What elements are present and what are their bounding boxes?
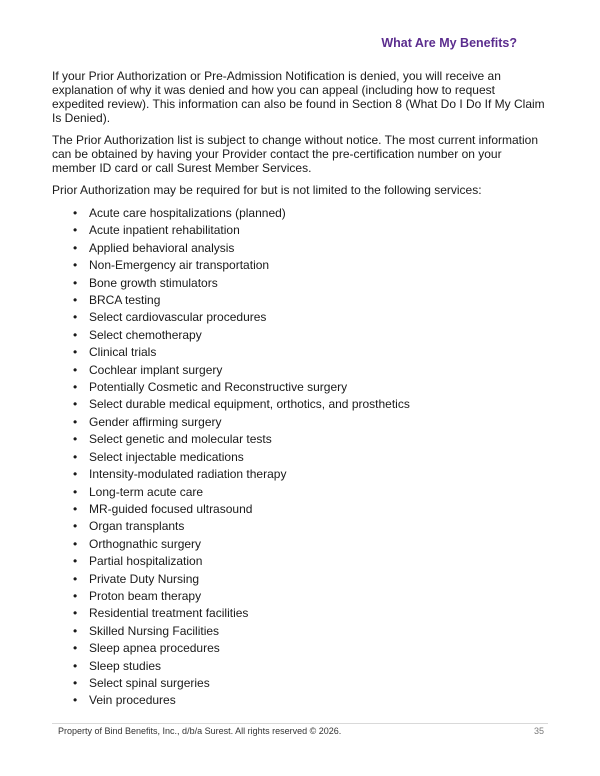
service-list-item <box>52 518 548 535</box>
service-list-item <box>52 484 548 501</box>
service-label: Vein procedures <box>89 693 176 708</box>
service-list-item <box>52 571 548 588</box>
service-label: Acute inpatient rehabilitation <box>89 223 240 238</box>
service-label: Potentially Cosmetic and Reconstructive surgery <box>89 380 348 395</box>
paragraph-denial: If your Prior Authorization or Pre-Admission Notification is denied, you will receive an explanation of why it was denied and how you can appeal (including how to request expedited review). This information can also be found in Section 8 (What Do I Do If My Claim Is Denied). <box>52 69 545 125</box>
service-label: Cochlear implant surgery <box>89 362 223 377</box>
service-list-item <box>52 309 548 326</box>
service-label: Intensity-modulated radiation therapy <box>89 467 287 482</box>
service-label: Proton beam therapy <box>89 588 202 603</box>
paragraph-services-intro: Prior Authorization may be required for but is not limited to the following services: <box>52 183 482 197</box>
service-list-item <box>52 205 548 222</box>
service-list-item <box>52 344 548 361</box>
service-label: Non-Emergency air transportation <box>89 258 270 273</box>
service-list-item <box>52 222 548 239</box>
bullet-icon: • <box>73 223 78 238</box>
bullet-icon: • <box>73 658 78 673</box>
bullet-icon: • <box>73 641 78 656</box>
bullet-icon: • <box>73 414 78 429</box>
bullet-icon: • <box>73 449 78 464</box>
bullet-icon: • <box>73 327 78 342</box>
service-list-item <box>52 588 548 605</box>
bullet-icon: • <box>73 693 78 708</box>
service-list-item <box>52 675 548 692</box>
page-content <box>52 69 548 710</box>
footer-divider <box>52 723 548 724</box>
service-label: Organ transplants <box>89 519 185 534</box>
bullet-icon: • <box>73 588 78 603</box>
service-label: Clinical trials <box>89 345 157 360</box>
bullet-icon: • <box>73 571 78 586</box>
page-number: 35 <box>533 726 544 736</box>
service-label: Applied behavioral analysis <box>89 240 235 255</box>
service-list-item <box>52 605 548 622</box>
service-label: Residential treatment facilities <box>89 606 249 621</box>
service-list-item <box>52 431 548 448</box>
service-label: Select genetic and molecular tests <box>89 432 272 447</box>
bullet-icon: • <box>73 519 78 534</box>
service-list-item <box>52 362 548 379</box>
service-list-item <box>52 466 548 483</box>
service-list-item <box>52 275 548 292</box>
service-list-item <box>52 257 548 274</box>
service-list-item <box>52 692 548 709</box>
service-label: Skilled Nursing Facilities <box>89 623 220 638</box>
bullet-icon: • <box>73 275 78 290</box>
bullet-icon: • <box>73 467 78 482</box>
service-label: Sleep studies <box>89 658 162 673</box>
service-list-item <box>52 327 548 344</box>
bullet-icon: • <box>73 623 78 638</box>
service-list-item <box>52 449 548 466</box>
bullet-icon: • <box>73 554 78 569</box>
service-list-item <box>52 379 548 396</box>
service-list-item <box>52 396 548 413</box>
bullet-icon: • <box>73 675 78 690</box>
service-label: Gender affirming surgery <box>89 414 222 429</box>
service-label: Select durable medical equipment, orthotics, and prosthetics <box>89 397 410 412</box>
bullet-icon: • <box>73 362 78 377</box>
service-list-item <box>52 501 548 518</box>
service-label: MR-guided focused ultrasound <box>89 501 253 516</box>
service-list-item <box>52 536 548 553</box>
service-label: Long-term acute care <box>89 484 204 499</box>
footer-copyright: Property of Bind Benefits, Inc., d/b/a Surest. All rights reserved © 2026. <box>58 726 342 736</box>
services-list <box>52 205 548 710</box>
service-label: Bone growth stimulators <box>89 275 218 290</box>
bullet-icon: • <box>73 206 78 220</box>
bullet-icon: • <box>73 606 78 621</box>
service-label: Select chemotherapy <box>89 327 202 342</box>
service-label: Private Duty Nursing <box>89 571 200 586</box>
service-list-item <box>52 414 548 431</box>
service-label: Select injectable medications <box>89 449 244 464</box>
bullet-icon: • <box>73 310 78 325</box>
section-title: What Are My Benefits? <box>381 36 517 50</box>
bullet-icon: • <box>73 380 78 395</box>
bullet-icon: • <box>73 345 78 360</box>
service-list-item <box>52 240 548 257</box>
bullet-icon: • <box>73 240 78 255</box>
paragraph-list-changes: The Prior Authorization list is subject to change without notice. The most current information can be obtained by having your Provider contact the pre-certification number on your member ID card or call Surest Member Services. <box>52 133 539 175</box>
bullet-icon: • <box>73 293 78 308</box>
service-list-item <box>52 553 548 570</box>
service-label: Sleep apnea procedures <box>89 641 220 656</box>
service-label: Select cardiovascular procedures <box>89 310 267 325</box>
service-label: BRCA testing <box>89 293 161 308</box>
bullet-icon: • <box>73 536 78 551</box>
service-label: Select spinal surgeries <box>89 675 210 690</box>
service-label: Acute care hospitalizations (planned) <box>89 206 286 220</box>
service-list-item <box>52 292 548 309</box>
service-list-item <box>52 623 548 640</box>
bullet-icon: • <box>73 432 78 447</box>
service-list-item <box>52 640 548 657</box>
service-label: Partial hospitalization <box>89 554 203 569</box>
bullet-icon: • <box>73 258 78 273</box>
bullet-icon: • <box>73 397 78 412</box>
bullet-icon: • <box>73 501 78 516</box>
bullet-icon: • <box>73 484 78 499</box>
service-label: Orthognathic surgery <box>89 536 202 551</box>
service-list-item <box>52 658 548 675</box>
